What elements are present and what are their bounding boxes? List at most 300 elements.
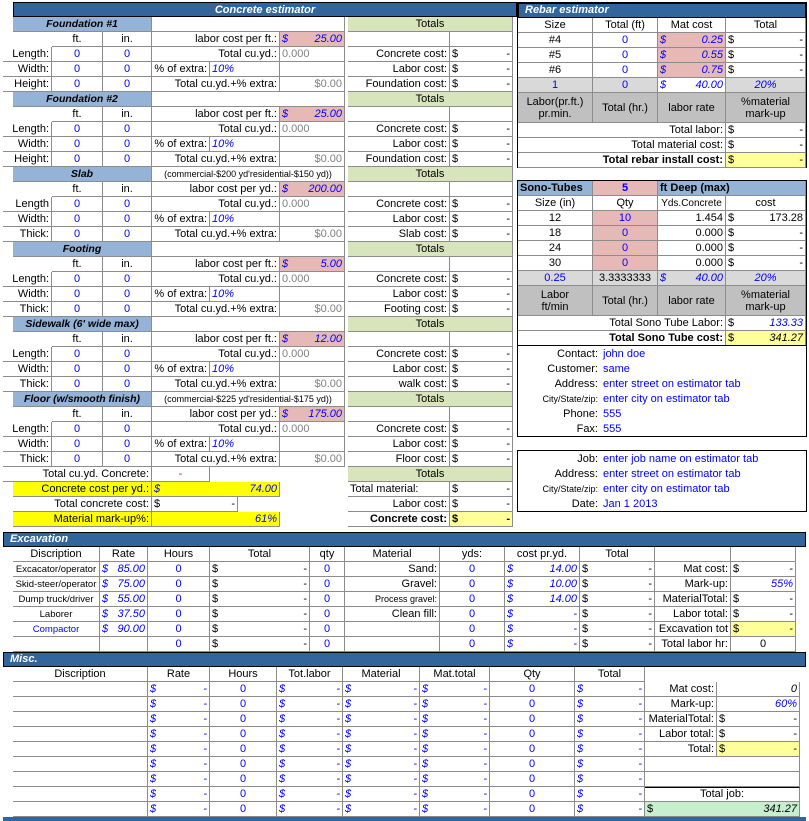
sono-depth-input[interactable]: 5 — [593, 181, 658, 196]
extra-label: % of extra: — [152, 212, 210, 227]
job-value[interactable]: enter job name on estimator tab — [603, 452, 759, 465]
excavation-costyd-input[interactable] — [505, 607, 580, 622]
sono-qty-input[interactable]: 0 — [593, 241, 658, 256]
dash: - — [483, 727, 487, 740]
height-ft-input[interactable]: 0 — [52, 227, 103, 242]
height-in-input[interactable]: 0 — [103, 452, 152, 467]
excavation-rate-input[interactable] — [100, 577, 148, 592]
misc-hours-input[interactable]: 0 — [210, 757, 277, 772]
excavation-rate-input[interactable] — [100, 592, 148, 607]
rebar-matcost-header: Mat cost — [658, 18, 726, 33]
misc-total-value — [575, 712, 645, 727]
excavation-desc-input[interactable]: Dump truck/driver — [13, 592, 100, 607]
ft-header: ft. — [52, 182, 103, 197]
dollar-sign: $ — [577, 757, 584, 770]
misc-desc-input[interactable] — [13, 742, 148, 757]
dash: - — [483, 802, 487, 815]
length-in-input[interactable]: 0 — [103, 272, 152, 287]
rebar-markup-input[interactable]: 20% — [726, 78, 806, 93]
misc-material-input[interactable] — [343, 697, 420, 712]
dollar-sign: $ — [279, 787, 286, 800]
labor-cost-label: labor cost per yd.: — [152, 182, 280, 197]
dash: - — [303, 637, 307, 650]
misc-qty-input[interactable]: 0 — [490, 757, 575, 772]
contact-value[interactable]: 555 — [603, 407, 622, 420]
dash: - — [799, 153, 803, 166]
dash: - — [413, 712, 417, 725]
height-label: Thick: — [3, 377, 52, 392]
excavation-rate-input[interactable] — [100, 622, 148, 637]
sono-cost-amount: - — [799, 241, 803, 254]
sono-qty-input[interactable]: 0 — [593, 256, 658, 271]
misc-row — [3, 787, 645, 802]
dollar-sign: $ — [728, 123, 735, 136]
misc-material-input[interactable] — [343, 757, 420, 772]
sono-size: 12 — [518, 211, 593, 226]
job-value[interactable]: enter city on estimator tab — [603, 482, 730, 495]
dash: - — [336, 712, 340, 725]
misc-desc-input[interactable] — [13, 802, 148, 817]
dollar-sign: $ — [452, 272, 459, 285]
misc-material-input[interactable] — [343, 787, 420, 802]
rebar-totalft-header: Total (ft) — [593, 18, 658, 33]
misc-desc-input[interactable] — [13, 787, 148, 802]
dollar-sign: $ — [452, 347, 459, 360]
length-ft-input[interactable]: 0 — [52, 272, 103, 287]
excavation-hours-input[interactable]: 0 — [148, 607, 210, 622]
width-ft-input[interactable]: 0 — [52, 287, 103, 302]
header-line1: labor rate — [668, 101, 715, 114]
excavation-costyd-input[interactable] — [505, 577, 580, 592]
total-cuyd-value: 0.000 — [280, 197, 345, 212]
width-in-input[interactable]: 0 — [103, 212, 152, 227]
total-cuyd-concrete-label: Total cu.yd. Concrete: — [3, 467, 152, 482]
extra-label: % of extra: — [152, 287, 210, 302]
rebar-totalft-input[interactable]: 0 — [593, 63, 658, 78]
excavation-qty-input[interactable]: 0 — [310, 592, 345, 607]
dash: - — [203, 727, 207, 740]
block-cost-label: Foundation cost: — [348, 77, 450, 92]
misc-hours-input[interactable]: 0 — [210, 772, 277, 787]
misc-desc-input[interactable] — [13, 682, 148, 697]
dollar-sign: $ — [345, 697, 352, 710]
rebar-install-cost-value — [726, 153, 806, 168]
excavation-hours-input[interactable]: 0 — [148, 622, 210, 637]
excavation-yds-input[interactable]: 0 — [440, 637, 505, 652]
length-ft-input[interactable]: 0 — [52, 347, 103, 362]
excavation-qty-input[interactable]: 0 — [310, 607, 345, 622]
labor-cost-input[interactable] — [280, 407, 345, 422]
misc-markup-label: Mark-up: — [645, 697, 717, 712]
height-in-input[interactable]: 0 — [103, 227, 152, 242]
rebar-total-hr-value: 0 — [593, 78, 658, 93]
job-value[interactable]: Jan 1 2013 — [603, 497, 658, 510]
excavation-desc-input[interactable]: Excacator/operator — [13, 562, 100, 577]
extra-pct-input[interactable]: 10% — [210, 437, 280, 452]
width-ft-input[interactable]: 0 — [52, 362, 103, 377]
dash: - — [793, 712, 797, 725]
dash: - — [413, 682, 417, 695]
extra-pct-input[interactable]: 10% — [210, 212, 280, 227]
width-in-input[interactable]: 0 — [103, 287, 152, 302]
misc-total-value — [575, 682, 645, 697]
width-label: Width: — [3, 212, 52, 227]
misc-hours-input[interactable]: 0 — [210, 727, 277, 742]
block-note — [152, 317, 345, 332]
dash: - — [413, 772, 417, 785]
job-value[interactable]: enter street on estimator tab — [603, 467, 741, 480]
contact-value[interactable]: 555 — [603, 422, 622, 435]
labor-cost-label: labor cost per ft.: — [152, 257, 280, 272]
rebar-labor-rate-input[interactable] — [658, 78, 726, 93]
misc-rate-input[interactable] — [148, 697, 210, 712]
contact-value[interactable]: same — [603, 362, 630, 375]
excavation-yds-input[interactable]: 0 — [440, 577, 505, 592]
excavation-desc-input[interactable]: Laborer — [13, 607, 100, 622]
dollar-sign: $ — [452, 422, 459, 435]
extra-label: % of extra: — [152, 362, 210, 377]
misc-desc-input[interactable] — [13, 772, 148, 787]
width-ft-input[interactable]: 0 — [52, 62, 103, 77]
dollar-sign: $ — [422, 742, 429, 755]
dash: - — [648, 607, 652, 620]
excavation-qty-input[interactable]: 0 — [310, 562, 345, 577]
total-cuyd-extra-label: Total cu.yd.+% extra: — [152, 377, 280, 392]
misc-rate-input[interactable] — [148, 727, 210, 742]
width-label: Width: — [3, 62, 52, 77]
sono-qty-input[interactable]: 10 — [593, 211, 658, 226]
labor-cost-input[interactable] — [280, 257, 345, 272]
dollar-sign: $ — [279, 742, 286, 755]
width-in-input[interactable]: 0 — [103, 62, 152, 77]
labor-cost-input[interactable] — [280, 182, 345, 197]
extra-pct-input[interactable]: 10% — [210, 137, 280, 152]
excavation-total-header: Total — [210, 547, 310, 562]
total-job-value — [645, 802, 800, 817]
labor-cost-input[interactable] — [280, 107, 345, 122]
width-in-input[interactable]: 0 — [103, 437, 152, 452]
dollar-sign: $ — [345, 802, 352, 815]
dash: - — [483, 787, 487, 800]
rebar-matcost-input[interactable] — [658, 48, 726, 63]
dollar-sign: $ — [660, 78, 667, 91]
sono-row — [518, 241, 806, 256]
length-ft-input[interactable]: 0 — [52, 122, 103, 137]
width-ft-input[interactable]: 0 — [52, 212, 103, 227]
length-in-input[interactable]: 0 — [103, 197, 152, 212]
rebar-totalft-input[interactable]: 0 — [593, 48, 658, 63]
length-in-input[interactable]: 0 — [103, 47, 152, 62]
dollar-sign: $ — [728, 33, 735, 46]
misc-totlabor-value — [277, 682, 343, 697]
width-in-input[interactable]: 0 — [103, 362, 152, 377]
dollar-sign: $ — [719, 727, 726, 740]
extra-pct-input[interactable]: 10% — [210, 287, 280, 302]
block-cost-value — [450, 77, 513, 92]
dollar-sign: $ — [282, 332, 289, 345]
excavation-costyd-input[interactable] — [505, 637, 580, 652]
excavation-hours-input[interactable]: 0 — [148, 577, 210, 592]
dash: - — [336, 697, 340, 710]
misc-material-input[interactable] — [343, 742, 420, 757]
extra-pct-input[interactable]: 10% — [210, 362, 280, 377]
excavation-desc-input[interactable]: Skid-steer/operator — [13, 577, 100, 592]
dash: - — [336, 727, 340, 740]
totals-empty-value — [450, 107, 513, 122]
contact-value[interactable]: enter street on estimator tab — [603, 377, 741, 390]
misc-qty-input[interactable]: 0 — [490, 742, 575, 757]
length-label: Length: — [3, 47, 52, 62]
misc-qty-input[interactable]: 0 — [490, 787, 575, 802]
contact-value[interactable]: enter city on estimator tab — [603, 392, 730, 405]
misc-mattotal-value — [420, 727, 490, 742]
excavation-yds-input[interactable]: 0 — [440, 607, 505, 622]
length-label: Length: — [3, 422, 52, 437]
misc-material-input[interactable] — [343, 682, 420, 697]
misc-rate-input[interactable] — [148, 682, 210, 697]
header-line2: ft/min — [541, 300, 569, 313]
height-in-input[interactable]: 0 — [103, 302, 152, 317]
extra-pct-input[interactable]: 10% — [210, 62, 280, 77]
rebar-estimator-title: Rebar estimator — [518, 3, 806, 18]
rebar-matcost-input[interactable] — [658, 33, 726, 48]
rebar-totalft-input[interactable]: 0 — [593, 33, 658, 48]
width-ft-input[interactable]: 0 — [52, 137, 103, 152]
dash: - — [799, 138, 803, 151]
excavation-labortotal-label: Labor total: — [655, 607, 731, 622]
excavation-hours-input[interactable]: 0 — [148, 562, 210, 577]
misc-desc-input[interactable] — [13, 757, 148, 772]
excavation-material-label: Sand: — [345, 562, 440, 577]
misc-qty-input[interactable]: 0 — [490, 727, 575, 742]
misc-qty-input[interactable]: 0 — [490, 712, 575, 727]
misc-desc-input[interactable] — [13, 697, 148, 712]
dollar-sign: $ — [102, 622, 109, 635]
misc-row — [3, 697, 645, 712]
excavation-yds-input[interactable]: 0 — [440, 562, 505, 577]
ft-header: ft. — [52, 332, 103, 347]
misc-rate-input[interactable] — [148, 787, 210, 802]
misc-hours-input[interactable]: 0 — [210, 712, 277, 727]
rebar-matcost-input[interactable] — [658, 63, 726, 78]
header-line1: Total (hr.) — [602, 294, 648, 307]
totals-empty-value — [450, 332, 513, 347]
width-ft-input[interactable]: 0 — [52, 437, 103, 452]
misc-rate-input[interactable] — [148, 742, 210, 757]
dash: - — [413, 757, 417, 770]
misc-material-input[interactable] — [343, 772, 420, 787]
dash: - — [506, 482, 510, 495]
height-ft-input[interactable]: 0 — [52, 377, 103, 392]
misc-hours-input[interactable]: 0 — [210, 802, 277, 817]
misc-rate-input[interactable] — [148, 802, 210, 817]
dollar-sign: $ — [660, 271, 667, 284]
total-cuyd-extra-label: Total cu.yd.+% extra: — [152, 152, 280, 167]
header-line2: mark-up — [745, 107, 786, 120]
height-in-input[interactable]: 0 — [103, 77, 152, 92]
misc-rate-input[interactable] — [148, 772, 210, 787]
sono-depth-label: ft Deep (max) — [658, 181, 806, 196]
sono-labor-rate-input[interactable] — [658, 271, 726, 286]
misc-material-input[interactable] — [343, 712, 420, 727]
excavation-material-label: Process gravel: — [345, 592, 440, 607]
dollar-sign: $ — [345, 787, 352, 800]
dollar-sign: $ — [212, 592, 219, 605]
labor-cost-input[interactable] — [280, 332, 345, 347]
block-header: Foundation #2 — [13, 92, 152, 107]
dollar-sign: $ — [422, 712, 429, 725]
excavation-hours-input[interactable]: 0 — [148, 637, 210, 652]
dash: - — [793, 727, 797, 740]
totals-empty-label — [348, 32, 450, 47]
misc-hours-input[interactable]: 0 — [210, 697, 277, 712]
total-cuyd-extra-value: $0.00 — [280, 227, 345, 242]
sono-markup-input[interactable]: 20% — [726, 271, 806, 286]
rebar-matcost-value: 0.75 — [701, 63, 723, 76]
excavation-rate-input[interactable] — [100, 607, 148, 622]
dash: - — [203, 712, 207, 725]
in-header: in. — [103, 32, 152, 47]
misc-material-input[interactable] — [343, 727, 420, 742]
misc-desc-input[interactable] — [13, 727, 148, 742]
labor-cost-total-label: Labor cost: — [348, 212, 450, 227]
excavation-qty-input[interactable]: 0 — [310, 637, 345, 652]
excavation-rate-input[interactable] — [100, 637, 148, 652]
total-cuyd-label: Total cu.yd.: — [152, 272, 280, 287]
misc-hours-input[interactable]: 0 — [210, 682, 277, 697]
dollar-sign: $ — [582, 622, 589, 635]
dollar-sign: $ — [422, 727, 429, 740]
header-line2: mark-up — [745, 300, 786, 313]
excavation-qty-input[interactable]: 0 — [310, 622, 345, 637]
rebar-estimator — [517, 2, 807, 168]
dollar-sign: $ — [452, 512, 459, 525]
dash: - — [203, 787, 207, 800]
height-ft-input[interactable]: 0 — [52, 302, 103, 317]
sono-labor-ftmin-input[interactable]: 0.25 — [518, 271, 593, 286]
contact-value[interactable]: john doe — [603, 347, 646, 360]
height-ft-input[interactable]: 0 — [52, 152, 103, 167]
dollar-sign: $ — [647, 802, 654, 815]
misc-qty-input[interactable]: 0 — [490, 697, 575, 712]
misc-markup-input[interactable]: 60% — [717, 697, 800, 712]
concrete-cost-per-yd-input[interactable] — [152, 482, 280, 497]
sono-yds-value: 0.000 — [658, 241, 726, 256]
excavation-costyd-input[interactable] — [505, 622, 580, 637]
dash: - — [648, 577, 652, 590]
misc-hours-input[interactable]: 0 — [210, 742, 277, 757]
excavation-yds-input[interactable]: 0 — [440, 622, 505, 637]
width-in-input[interactable]: 0 — [103, 137, 152, 152]
material-markup-input[interactable]: 61% — [152, 512, 280, 527]
misc-material-input[interactable] — [343, 802, 420, 817]
dollar-sign: $ — [577, 787, 584, 800]
height-ft-input[interactable]: 0 — [52, 77, 103, 92]
rebar-labor-rate-value: 40.00 — [695, 78, 723, 91]
misc-rate-input[interactable] — [148, 757, 210, 772]
block-note: (commercial-$225 yd'residential-$175 yd)) — [152, 392, 345, 407]
misc-qty-input[interactable]: 0 — [490, 682, 575, 697]
excavation-laborhr-label: Total labor hr: — [655, 637, 731, 652]
excavation-markup-input[interactable]: 55% — [731, 577, 796, 592]
extra-label: % of extra: — [152, 137, 210, 152]
totals-header: Totals — [348, 317, 513, 332]
misc-qty-input[interactable]: 0 — [490, 772, 575, 787]
total-material-value — [450, 482, 513, 497]
dollar-sign: $ — [733, 622, 740, 635]
total-cuyd-extra-value: $0.00 — [280, 152, 345, 167]
length-in-input[interactable]: 0 — [103, 422, 152, 437]
sono-total-cost-label: Total Sono Tube cost: — [518, 331, 726, 346]
dash: - — [413, 787, 417, 800]
extra-label: % of extra: — [152, 437, 210, 452]
labor-cost-label: Labor cost: — [348, 497, 450, 512]
concrete-cost-value — [450, 122, 513, 137]
excavation-material-label — [345, 622, 440, 637]
dollar-sign: $ — [728, 316, 735, 329]
excavation-desc-input[interactable]: Compactor — [13, 622, 100, 637]
height-in-input[interactable]: 0 — [103, 377, 152, 392]
excavation-costyd-input[interactable] — [505, 562, 580, 577]
length-in-input[interactable]: 0 — [103, 122, 152, 137]
excavation-labortotal-value — [731, 607, 796, 622]
dollar-sign: $ — [150, 802, 157, 815]
block-cost-value — [450, 452, 513, 467]
misc-total-value — [575, 757, 645, 772]
dash: - — [506, 287, 510, 300]
height-ft-input[interactable]: 0 — [52, 452, 103, 467]
excavation-total-value — [210, 592, 310, 607]
excavation-rate-input[interactable] — [100, 562, 148, 577]
length-ft-input[interactable]: 0 — [52, 47, 103, 62]
excavation-costyd-input[interactable] — [505, 592, 580, 607]
rebar-labor-perft-input[interactable]: 1 — [518, 78, 593, 93]
length-ft-input[interactable]: 0 — [52, 422, 103, 437]
labor-cost-input[interactable] — [280, 32, 345, 47]
sono-qty-input[interactable]: 0 — [593, 226, 658, 241]
dollar-sign: $ — [452, 377, 459, 390]
dollar-sign: $ — [345, 682, 352, 695]
total-cuyd-label: Total cu.yd.: — [152, 197, 280, 212]
block-cost-value — [450, 302, 513, 317]
misc-desc-input[interactable] — [13, 712, 148, 727]
misc-hours-input[interactable]: 0 — [210, 787, 277, 802]
total-cuyd-extra-value: $0.00 — [280, 377, 345, 392]
height-in-input[interactable]: 0 — [103, 152, 152, 167]
misc-rate-header: Rate — [148, 667, 210, 682]
misc-total-value — [575, 772, 645, 787]
dash: - — [648, 637, 652, 650]
sono-yds-value: 0.000 — [658, 256, 726, 271]
misc-qty-input[interactable]: 0 — [490, 802, 575, 817]
excavation-desc-input[interactable] — [13, 637, 100, 652]
dash: - — [506, 227, 510, 240]
dash: - — [638, 757, 642, 770]
dollar-sign: $ — [577, 697, 584, 710]
excavation-qty-input[interactable]: 0 — [310, 577, 345, 592]
dollar-sign: $ — [102, 577, 109, 590]
dollar-sign: $ — [422, 802, 429, 815]
misc-total-label: Total: — [645, 742, 717, 757]
length-in-input[interactable]: 0 — [103, 347, 152, 362]
excavation-yds-input[interactable]: 0 — [440, 592, 505, 607]
misc-rate-input[interactable] — [148, 712, 210, 727]
excavation-hours-input[interactable]: 0 — [148, 592, 210, 607]
excavation-material-label: Gravel: — [345, 577, 440, 592]
misc-materialtotal-value — [717, 712, 800, 727]
sono-qty-header: Qty — [593, 196, 658, 211]
length-ft-input[interactable]: 0 — [52, 197, 103, 212]
